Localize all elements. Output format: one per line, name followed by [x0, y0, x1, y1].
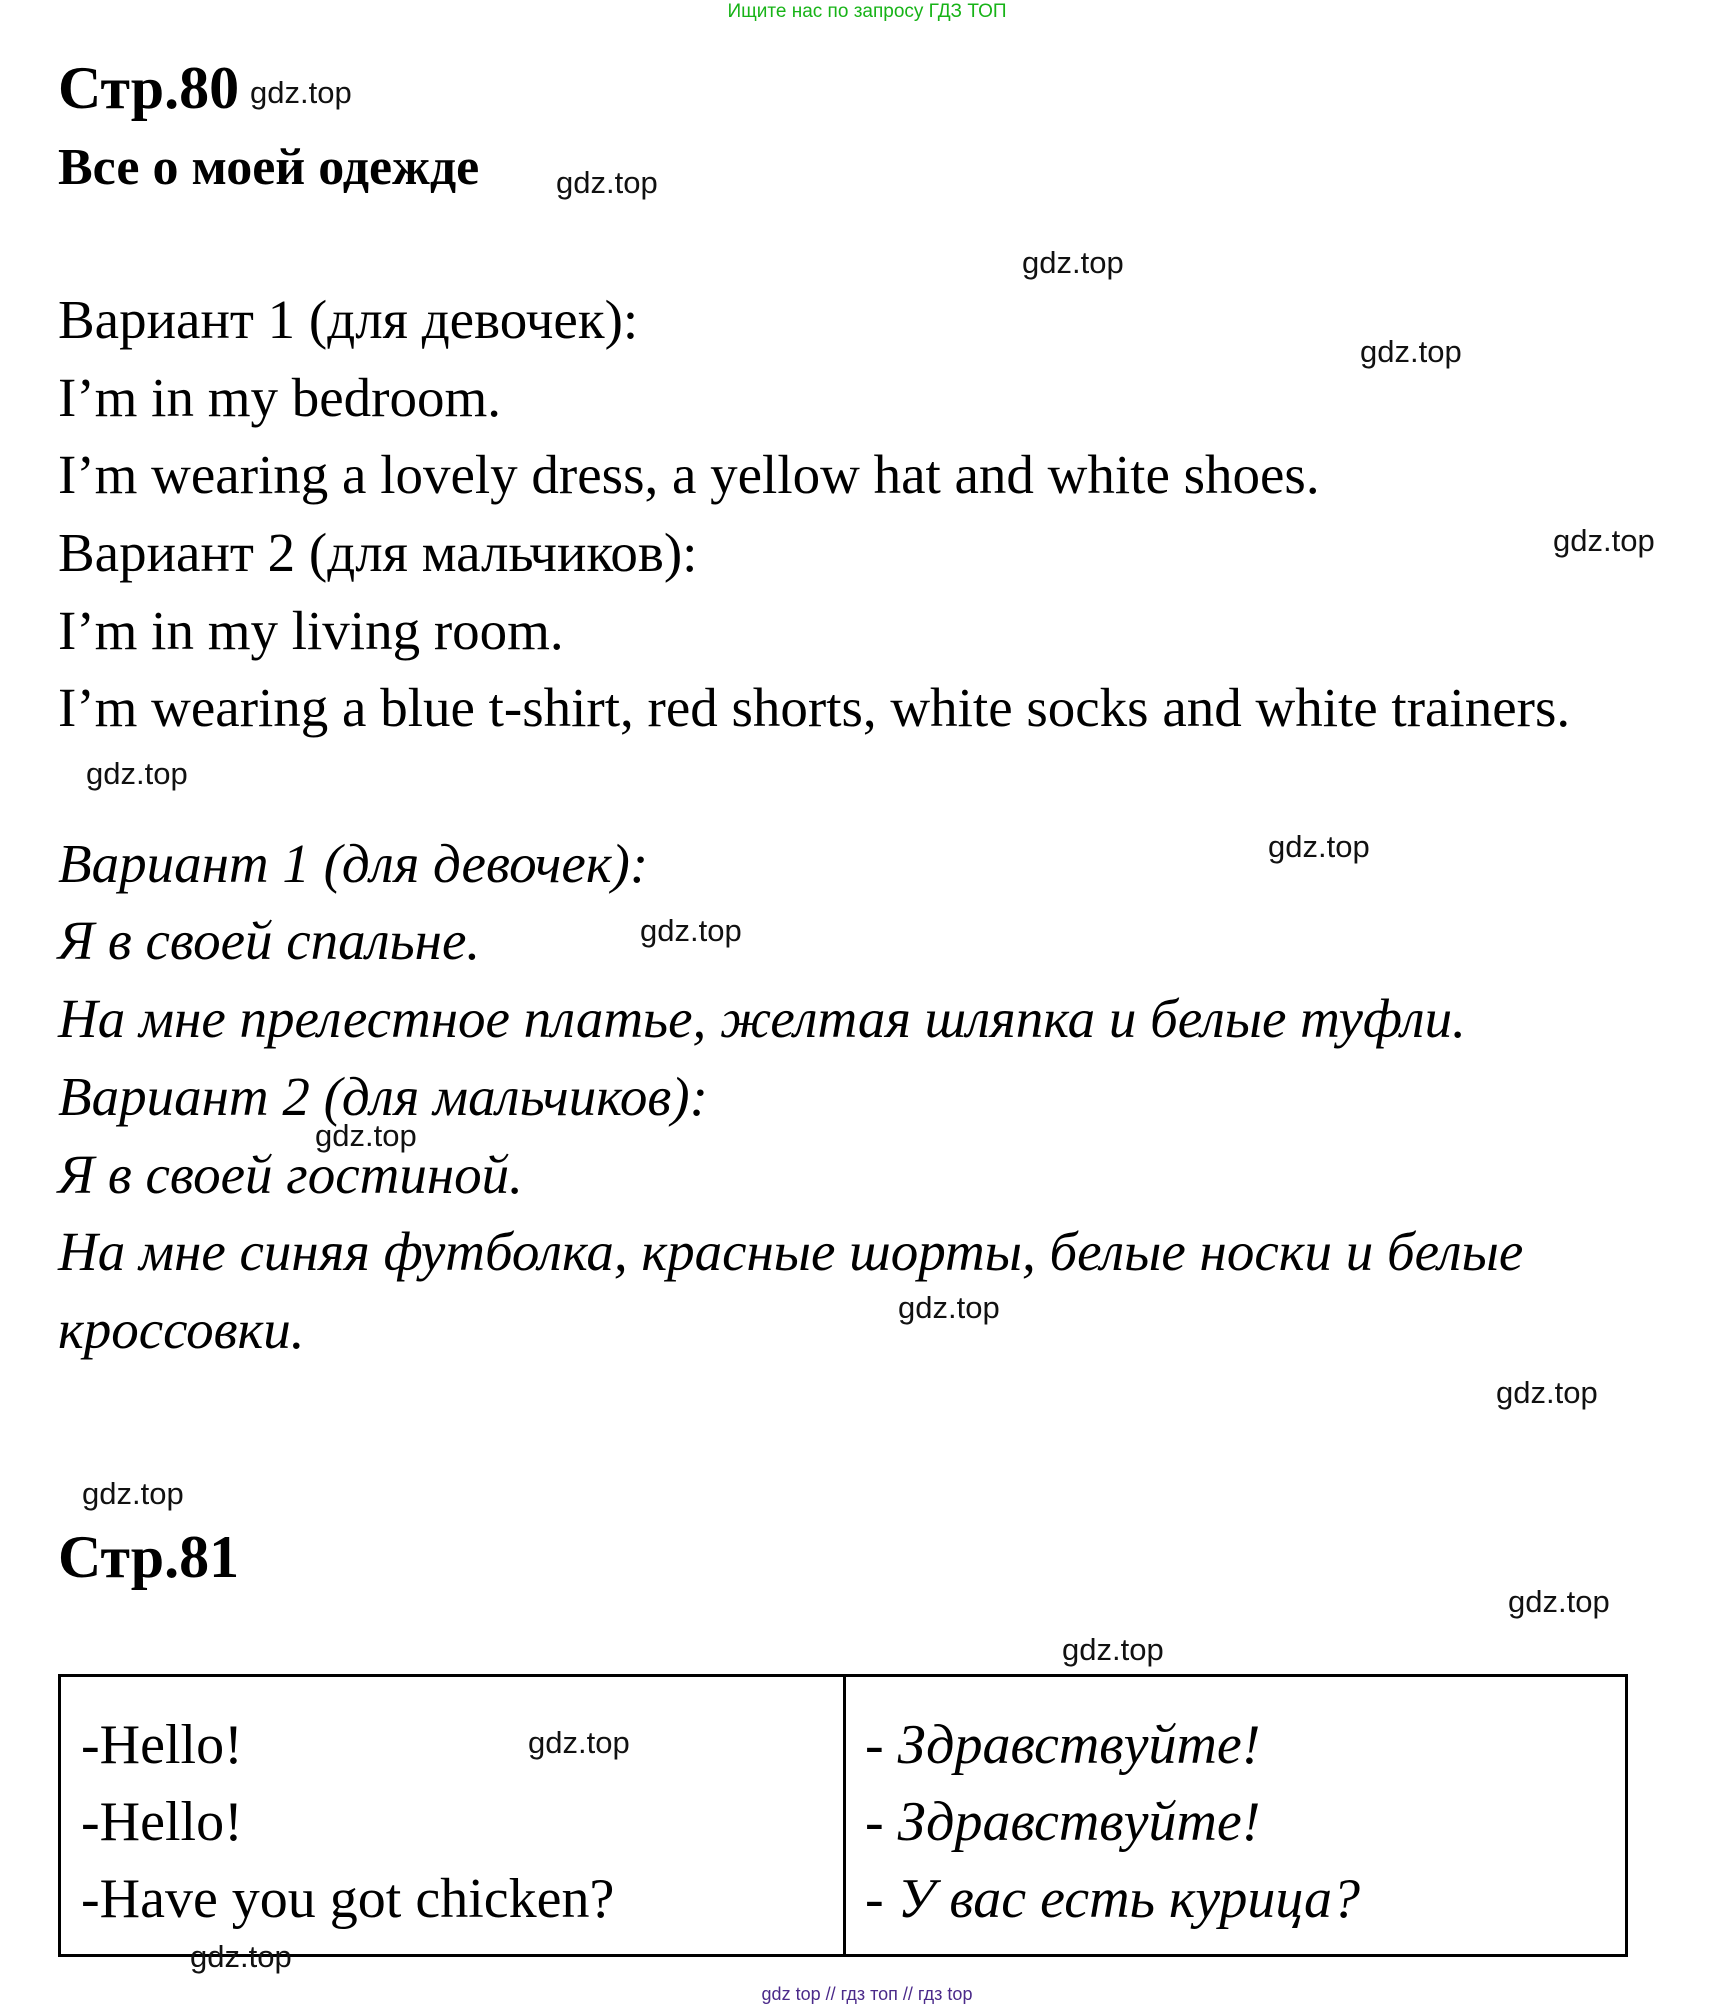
- translation-line: Я в своей гостиной.: [58, 1144, 523, 1205]
- translation-line-variant2: Вариант 2 (для мальчиков):: [58, 1066, 708, 1127]
- translation-line: кроссовки.: [58, 1299, 305, 1360]
- watermark: gdz.top: [82, 1476, 184, 1511]
- watermark: gdz.top: [1062, 1632, 1164, 1667]
- watermark: gdz.top: [556, 165, 658, 200]
- translation-line: На мне синяя футболка, красные шорты, белые носки и белые: [58, 1221, 1524, 1282]
- watermark: gdz.top: [190, 1939, 292, 1974]
- translation-line-variant1: Вариант 1 (для девочек):: [58, 833, 649, 894]
- watermark: gdz.top: [1360, 334, 1462, 369]
- watermark: gdz.top: [250, 75, 352, 110]
- watermark: gdz.top: [898, 1290, 1000, 1325]
- page-80-title: Все о моей одежде: [58, 139, 480, 196]
- english-line-variant2: Вариант 2 (для мальчиков):: [58, 522, 698, 583]
- watermark: gdz.top: [528, 1725, 630, 1760]
- english-line: I’m wearing a blue t-shirt, red shorts, white socks and white trainers.: [58, 677, 1571, 738]
- dialog-english-line: -Hello!: [81, 1791, 243, 1853]
- dialog-russian-line: - Здравствуйте!: [865, 1791, 1261, 1853]
- dialog-table: [58, 1674, 1628, 1957]
- watermark: gdz.top: [1022, 245, 1124, 280]
- page-80-heading: Стр.80: [58, 55, 240, 121]
- watermark: gdz.top: [1508, 1584, 1610, 1619]
- watermark: gdz.top: [640, 913, 742, 948]
- english-line: I’m in my living room.: [58, 600, 564, 661]
- dialog-english-line: -Have you got chicken?: [81, 1868, 615, 1930]
- dialog-russian-line: - У вас есть курица?: [865, 1868, 1361, 1930]
- watermark: gdz.top: [1496, 1375, 1598, 1410]
- dialog-russian-line: - Здравствуйте!: [865, 1714, 1261, 1776]
- english-line-variant1: Вариант 1 (для девочек):: [58, 289, 639, 350]
- watermark: gdz.top: [315, 1118, 417, 1153]
- dialog-english-line: -Hello!: [81, 1714, 243, 1776]
- english-line: I’m in my bedroom.: [58, 367, 501, 428]
- translation-line: Я в своей спальне.: [58, 910, 481, 971]
- top-banner: Ищите нас по запросу ГДЗ ТОП: [727, 1, 1007, 22]
- table-divider: [843, 1677, 846, 1954]
- watermark: gdz.top: [1268, 829, 1370, 864]
- translation-line: На мне прелестное платье, желтая шляпка и белые туфли.: [58, 988, 1466, 1049]
- footer: gdz top // гдз топ // гдз top: [761, 1984, 973, 2004]
- watermark: gdz.top: [1553, 523, 1655, 558]
- watermark: gdz.top: [86, 756, 188, 791]
- english-line: I’m wearing a lovely dress, a yellow hat and white shoes.: [58, 444, 1320, 505]
- page-81-heading: Стр.81: [58, 1524, 240, 1590]
